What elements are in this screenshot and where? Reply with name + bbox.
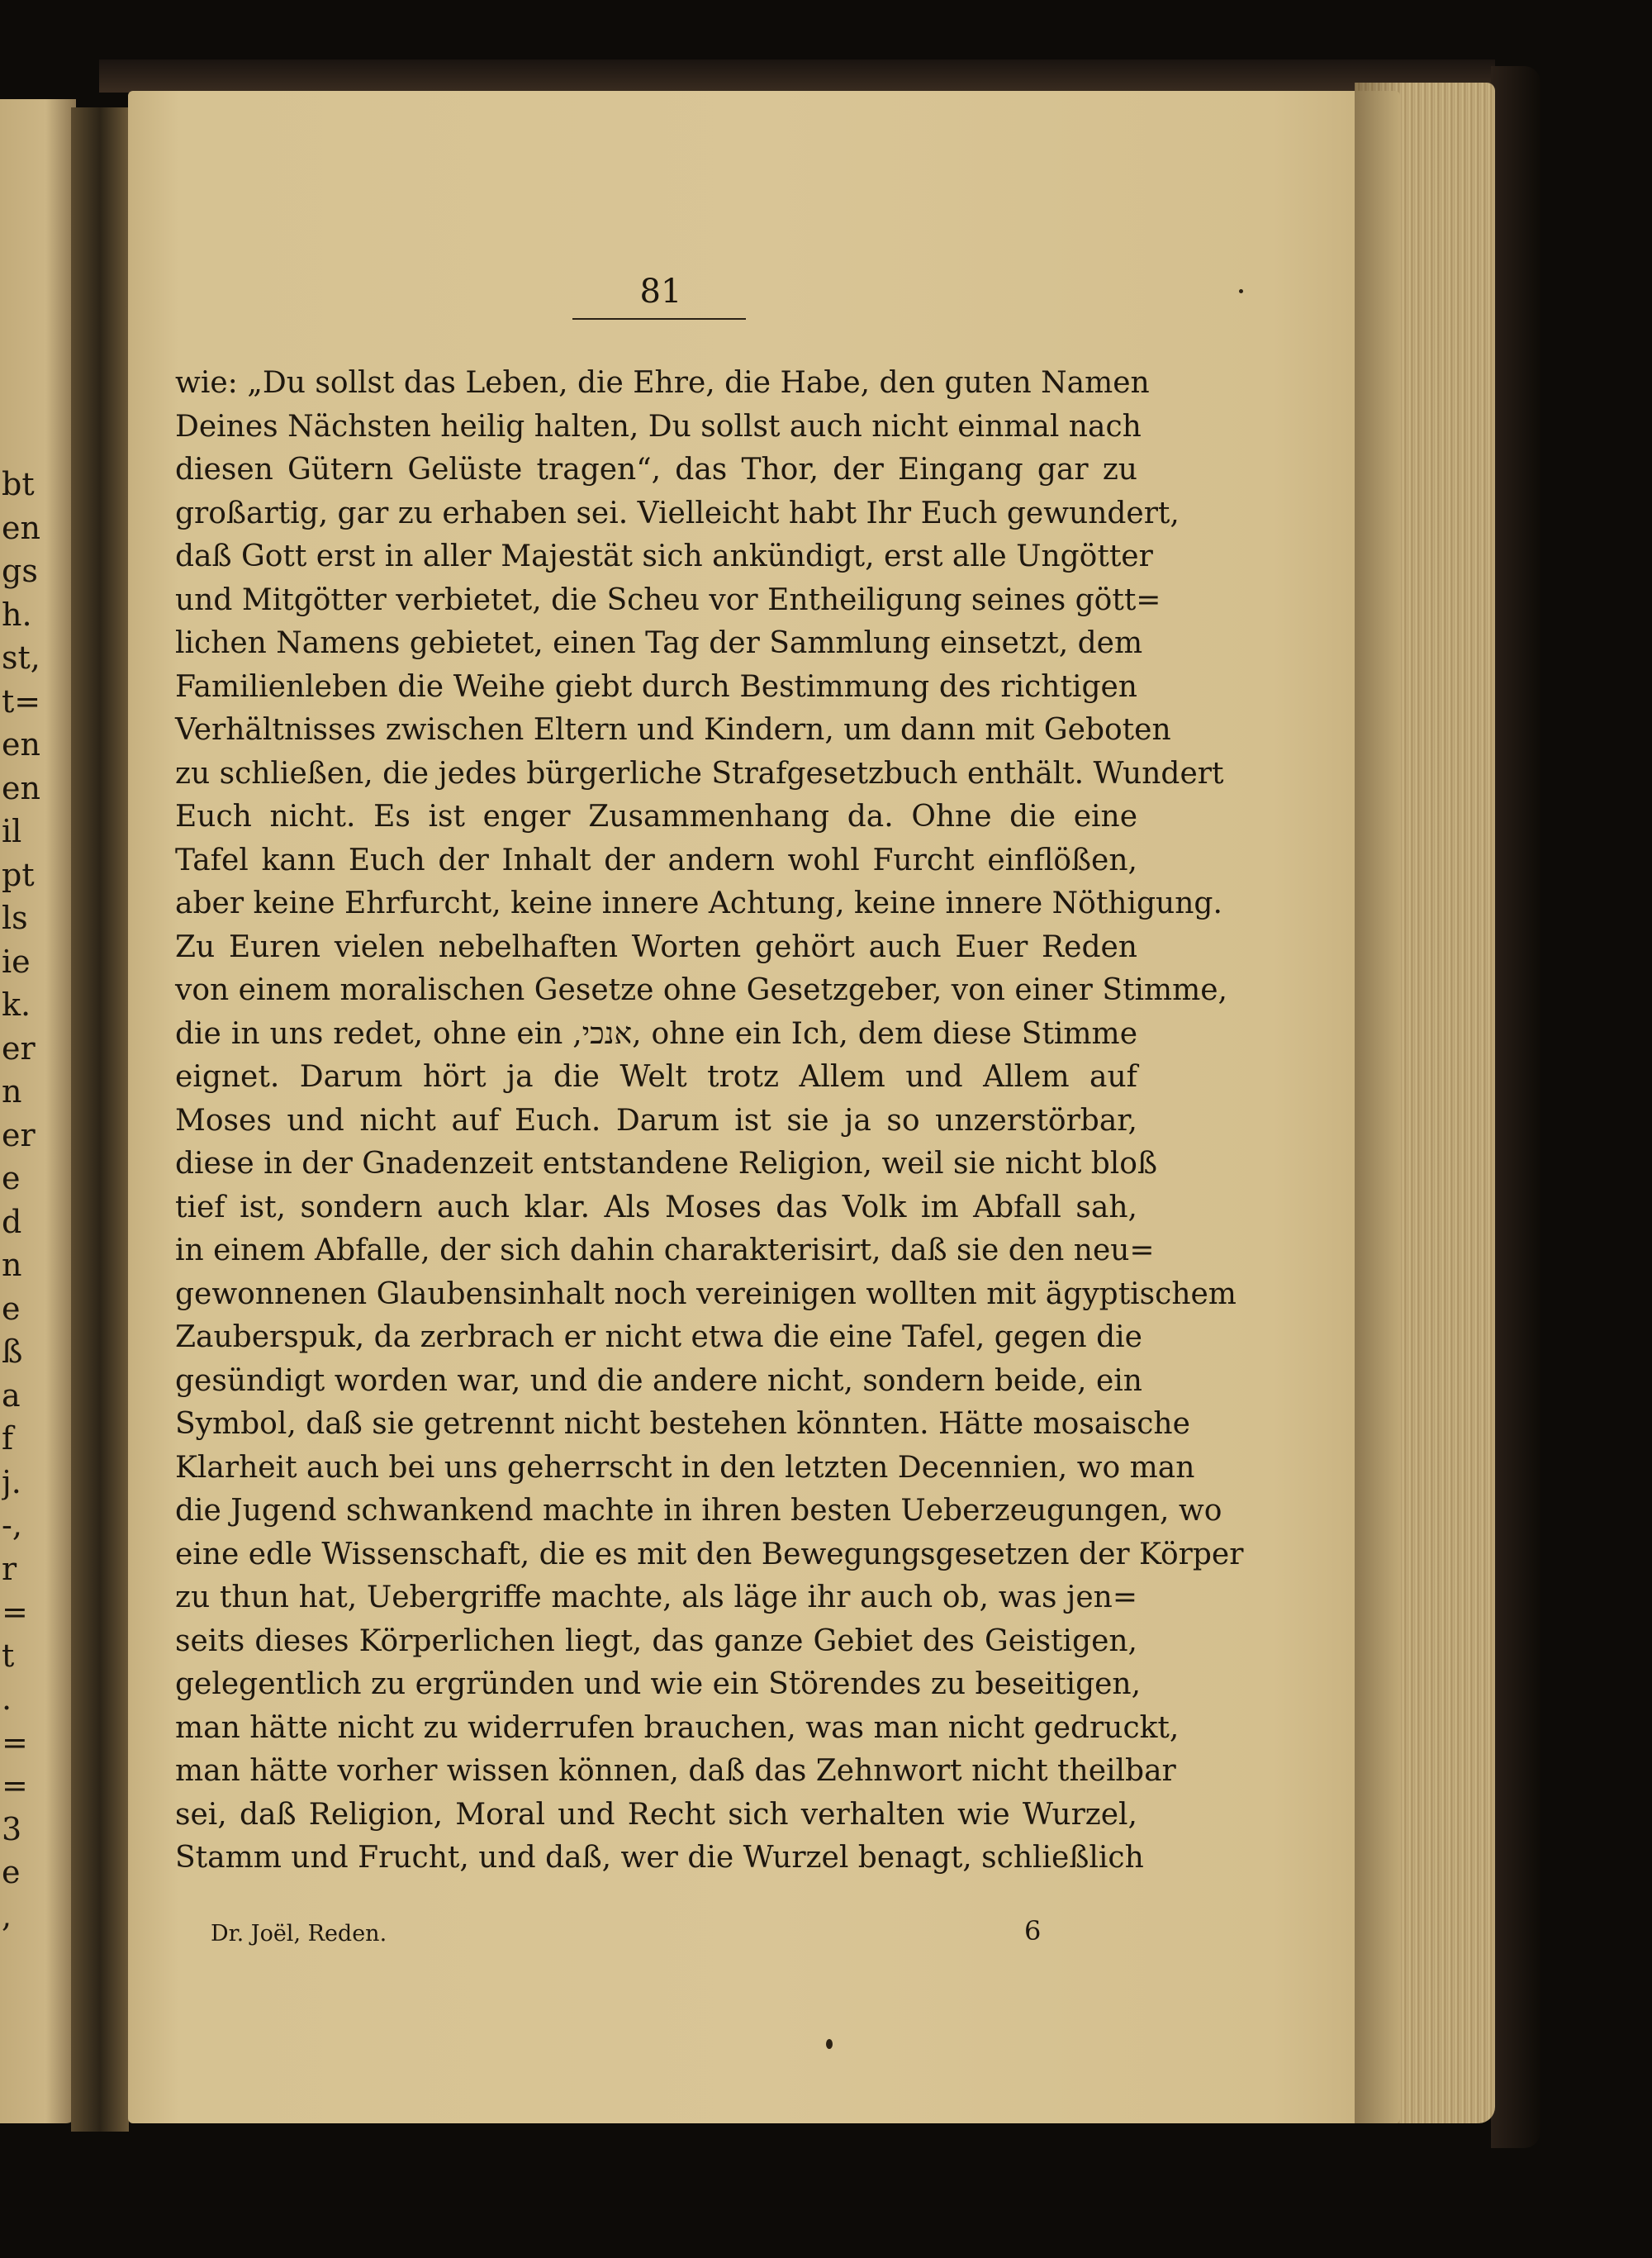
text-line: die in uns redet, ohne ein ,אנכי, ohne ein Ich, dem diese Stimme	[175, 1016, 1137, 1051]
facing-page-fragment: en	[2, 726, 40, 763]
facing-page-fragment: ,	[2, 1897, 12, 1934]
paper-speck	[1239, 289, 1243, 293]
text-line: gelegentlich zu ergründen und wie ein Störendes zu beseitigen,	[175, 1667, 1142, 1701]
facing-page	[0, 99, 76, 2123]
facing-page-fragment: e	[2, 1854, 21, 1890]
text-line: gesündigt worden war, und die andere nicht, sondern beide, ein	[175, 1363, 1142, 1398]
text-line: Symbol, daß sie getrennt nicht bestehen könnten. Hätte mosaische	[175, 1407, 1190, 1441]
facing-page-fragment: t	[2, 1637, 15, 1674]
text-line: eignet. Darum hört ja die Welt trotz Allem und Allem auf	[175, 1060, 1137, 1094]
facing-page-fragment: =	[2, 1767, 28, 1804]
text-line: lichen Namens gebietet, einen Tag der Sammlung einsetzt, dem	[175, 626, 1143, 660]
facing-page-fragment: n	[2, 1247, 22, 1283]
facing-page-fragment: f	[2, 1420, 14, 1457]
facing-page-fragment: gs	[2, 553, 38, 589]
text-line: die Jugend schwankend machte in ihren besten Ueberzeugungen, wo	[175, 1494, 1222, 1528]
facing-page-fragment: en	[2, 769, 40, 806]
facing-page-fragment: e	[2, 1290, 21, 1327]
header-rule	[572, 318, 746, 320]
text-line: seits dieses Körperlichen liegt, das ganze Gebiet des Geistigen,	[175, 1623, 1137, 1658]
facing-page-fragment: a	[2, 1376, 21, 1414]
book-cover-top	[99, 59, 1495, 93]
book-gutter	[71, 107, 129, 2132]
text-line: eine edle Wissenschaft, die es mit den Bewegungsgesetzen der Körper	[175, 1537, 1244, 1571]
facing-page-fragment: ls	[2, 900, 28, 936]
facing-page-fragment: r	[2, 1550, 17, 1587]
text-line: man hätte nicht zu widerrufen brauchen, was man nicht gedruckt,	[175, 1710, 1180, 1745]
page-number: 81	[639, 273, 682, 311]
facing-page-fragment: il	[2, 813, 22, 849]
footer-author: Dr. Joël, Reden.	[211, 1921, 387, 1947]
text-line: aber keine Ehrfurcht, keine innere Achtung, keine innere Nöthigung.	[175, 887, 1222, 920]
text-line: wie: „Du sollst das Leben, die Ehre, die Habe, den guten Namen	[175, 366, 1150, 400]
facing-page-fragment: h.	[2, 596, 32, 633]
text-line: diese in der Gnadenzeit entstandene Religion, weil sie nicht bloß	[175, 1147, 1158, 1181]
text-line: Zauberspuk, da zerbrach er nicht etwa die eine Tafel, gegen die	[175, 1320, 1142, 1354]
text-line: Zu Euren vielen nebelhaften Worten gehört auch Euer Reden	[175, 929, 1137, 964]
facing-page-fragment: j.	[2, 1463, 21, 1500]
text-line: Deines Nächsten heilig halten, Du sollst auch nicht einmal nach	[175, 409, 1142, 444]
facing-page-fragment: ß	[2, 1333, 23, 1370]
facing-page-fragment: bt	[2, 466, 35, 502]
text-line: und Mitgötter verbietet, die Scheu vor Entheiligung seines gött=	[175, 582, 1161, 617]
footer-signature-mark: 6	[1024, 1915, 1042, 1947]
text-line: tief ist, sondern auch klar. Als Moses das Volk im Abfall sah,	[175, 1190, 1137, 1224]
paper-speck	[826, 2039, 833, 2049]
text-line: Tafel kann Euch der Inhalt der andern wohl Furcht einflößen,	[175, 843, 1137, 877]
text-line: Familienleben die Weihe giebt durch Bestimmung des richtigen	[175, 669, 1137, 704]
facing-page-fragment: pt	[2, 856, 35, 893]
facing-page-fragment: 3	[2, 1810, 22, 1847]
text-line: zu schließen, die jedes bürgerliche Strafgesetzbuch enthält. Wundert	[175, 756, 1224, 791]
body-text	[175, 362, 1244, 1880]
text-line: diesen Gütern Gelüste tragen“, das Thor, der Eingang gar zu	[175, 453, 1137, 487]
facing-page-fragment: er	[2, 1029, 36, 1067]
text-line: gewonnenen Glaubensinhalt noch vereinigen wollten mit ägyptischem	[175, 1276, 1237, 1311]
facing-page-fragment: -,	[2, 1507, 22, 1543]
facing-page-text-fragments	[2, 463, 68, 1937]
text-line: Moses und nicht auf Euch. Darum ist sie ja so unzerstörbar,	[175, 1103, 1137, 1138]
text-line: Stamm und Frucht, und daß, wer die Wurzel benagt, schließlich	[175, 1841, 1144, 1875]
facing-page-fragment: =	[2, 1594, 28, 1630]
text-line: Verhältnisses zwischen Eltern und Kindern, um dann mit Geboten	[175, 713, 1171, 747]
text-line: sei, daß Religion, Moral und Recht sich verhalten wie Wurzel,	[175, 1797, 1137, 1832]
text-line: großartig, gar zu erhaben sei. Vielleicht habt Ihr Euch gewundert,	[175, 496, 1180, 530]
facing-page-fragment: .	[2, 1680, 12, 1717]
text-line: Euch nicht. Es ist enger Zusammenhang da. Ohne die eine	[175, 800, 1137, 834]
facing-page-fragment: er	[2, 1116, 36, 1153]
facing-page-fragment: =	[2, 1723, 28, 1761]
facing-page-fragment: e	[2, 1160, 21, 1196]
text-line: daß Gott erst in aller Majestät sich ankündigt, erst alle Ungötter	[175, 540, 1153, 573]
text-line: Klarheit auch bei uns geherrscht in den letzten Decennien, wo man	[175, 1450, 1195, 1485]
text-line: in einem Abfalle, der sich dahin charakterisirt, daß sie den neu=	[175, 1234, 1155, 1267]
book-cover-right	[1491, 66, 1540, 2148]
facing-page-fragment: ie	[2, 943, 31, 980]
page-edge-shadow	[1355, 83, 1404, 2123]
facing-page-fragment: n	[2, 1073, 22, 1110]
text-line: man hätte vorher wissen können, daß das Zehnwort nicht theilbar	[175, 1754, 1176, 1788]
facing-page-fragment: en	[2, 509, 40, 546]
facing-page-fragment: d	[2, 1203, 22, 1240]
text-line: zu thun hat, Uebergriffe machte, als läge ihr auch ob, was jen=	[175, 1581, 1137, 1614]
text-line: von einem moralischen Gesetze ohne Gesetzgeber, von einer Stimme,	[175, 973, 1227, 1007]
facing-page-fragment: st,	[2, 639, 40, 676]
facing-page-fragment: t=	[2, 682, 41, 720]
facing-page-fragment: k.	[2, 986, 31, 1023]
